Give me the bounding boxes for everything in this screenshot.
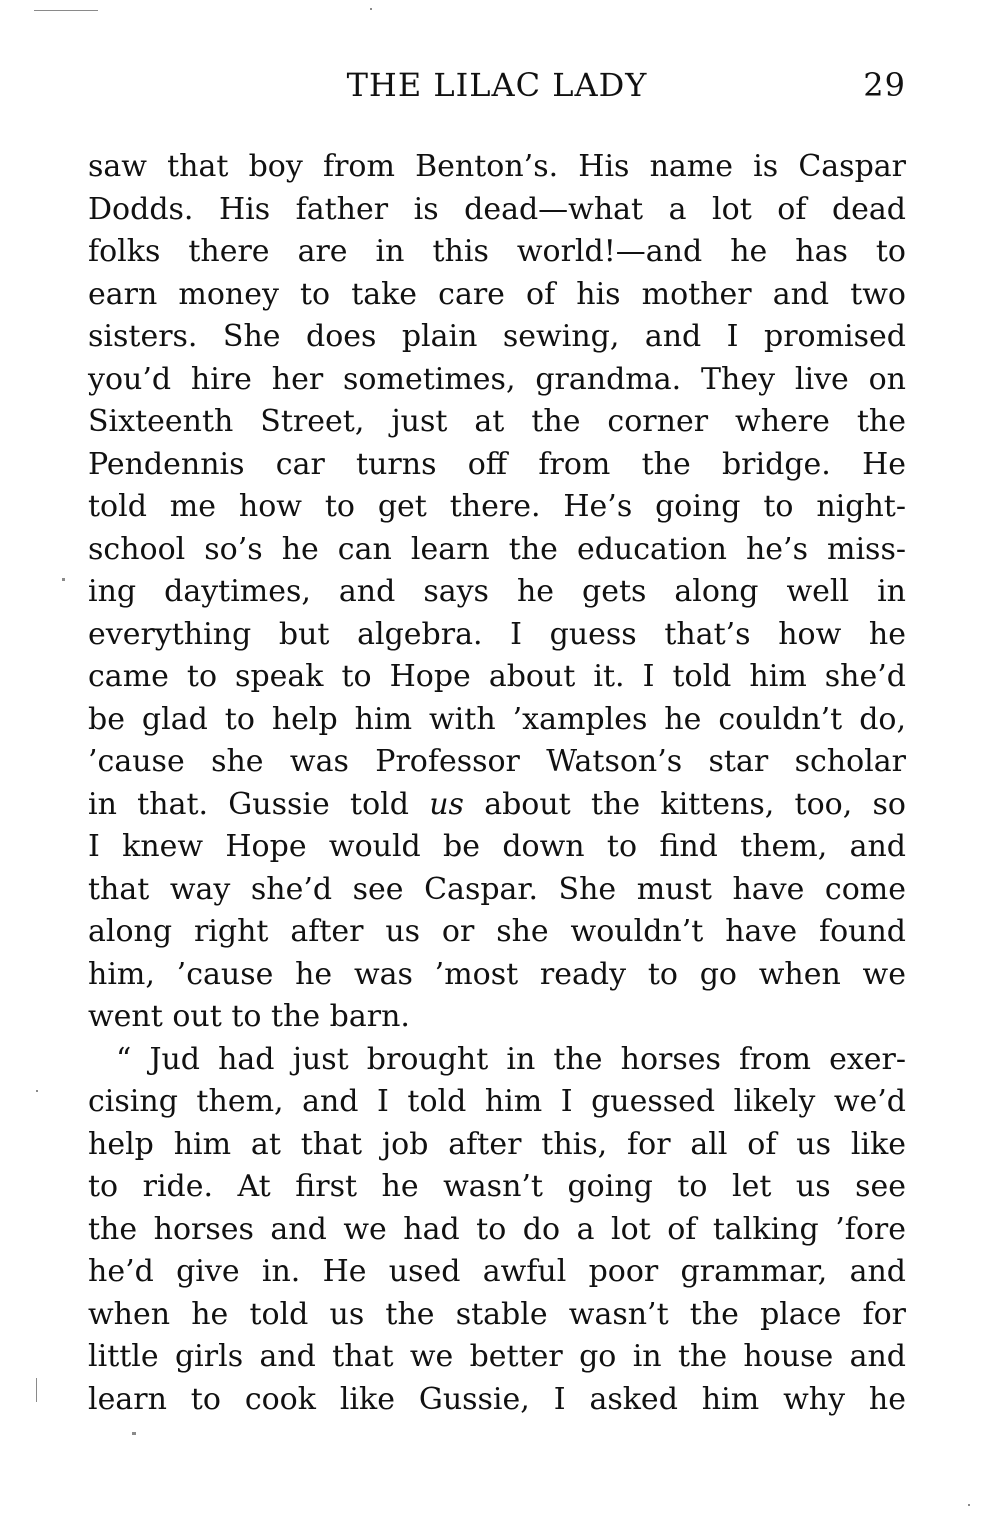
text-line: Pendennis car turns off from the bridge. He [88,446,906,482]
text-line: folks there are in this world!—and he has to [88,234,906,269]
text-line: the horses and we had to do a lot of talking ’fore [88,1211,906,1247]
scan-speck [968,1504,970,1506]
text-line-with-italic [88,784,906,827]
text-segment: in that. Gussie told [88,786,430,822]
scan-speck [36,1378,37,1402]
paragraph-end-line: went out to the barn. [88,999,410,1034]
paragraph-start-line: “ Jud had just brought in the horses from exer- [116,1041,906,1077]
text-line: little girls and that we better go in the house and [88,1339,906,1374]
text-line: to ride. At first he wasn’t going to let us see [88,1169,906,1204]
text-line: sisters. She does plain sewing, and I promised [88,319,906,354]
text-line: saw that boy from Benton’s. His name is Caspar [88,149,906,184]
text-line: he’d give in. He used awful poor grammar, and [88,1254,906,1289]
body-text [88,146,906,1421]
running-title: THE LILAC LADY [346,66,648,104]
text-line: help him at that job after this, for all of us like [88,1126,906,1162]
text-line: came to speak to Hope about it. I told him she’d [88,659,906,694]
text-line: school so’s he can learn the education he’s miss- [88,531,906,567]
text-line: ’cause she was Professor Watson’s star scholar [88,744,906,779]
text-line: learn to cook like Gussie, I asked him why he [88,1381,906,1417]
text-line: cising them, and I told him I guessed likely we’d [88,1084,906,1119]
text-line: told me how to get there. He’s going to night- [88,489,906,524]
text-line: when he told us the stable wasn’t the place for [88,1296,906,1332]
italic-word: us [429,786,464,822]
scan-speck [62,578,65,581]
text-line: earn money to take care of his mother and two [88,276,906,312]
text-line: that way she’d see Caspar. She must have come [88,871,906,907]
scan-speck [370,8,372,10]
scan-speck [36,1090,38,1092]
scan-speck [34,10,98,11]
text-line: along right after us or she wouldn’t have found [88,914,906,949]
text-line: ing daytimes, and says he gets along well in [88,574,906,609]
text-line: Sixteenth Street, just at the corner where the [88,404,906,439]
text-line: him, ’cause he was ’most ready to go when we [88,956,906,992]
page-number: 29 [863,66,906,104]
running-head [88,66,906,114]
scan-speck [132,1432,136,1435]
text-segment: about the kittens, too, so [463,786,906,822]
text-line: I knew Hope would be down to find them, and [88,829,906,864]
text-line: Dodds. His father is dead—what a lot of dead [88,191,906,227]
text-line: be glad to help him with ’xamples he couldn’t do, [88,701,906,737]
text-line: everything but algebra. I guess that’s how he [88,616,906,652]
text-line: you’d hire her sometimes, grandma. They live on [88,361,906,397]
